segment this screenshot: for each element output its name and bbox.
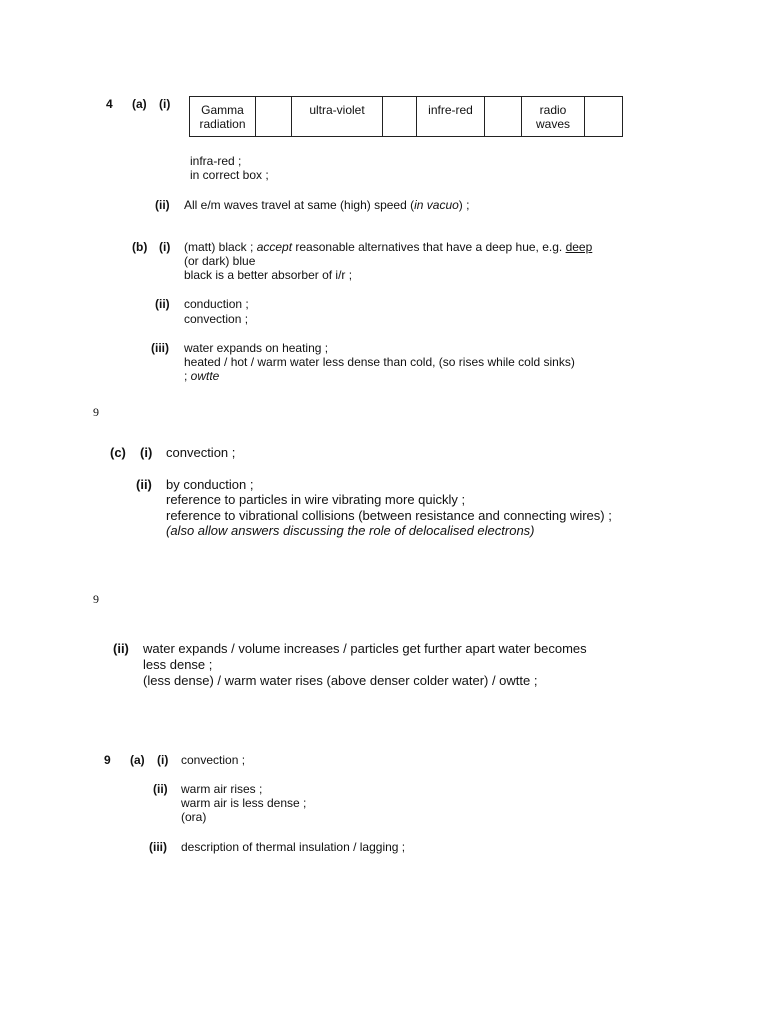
subpart-label: (ii) [136,477,152,492]
answer-line: heated / hot / warm water less dense than cold, (so rises while cold sinks) [184,355,575,369]
answer-line: convection ; [181,753,246,767]
part-label: (b) [132,240,148,254]
table-cell [485,97,522,137]
page-mark: 9 [93,592,99,606]
table-cell [383,97,417,137]
subpart-label: (i) [159,240,171,254]
answer-line: (also allow answers discussing the role of delocalised electrons) [166,523,535,538]
answer-line: reference to vibrational collisions (between resistance and connecting wires) ; [166,508,612,523]
answer-line: (ora) [181,810,207,824]
subpart-label: (iii) [149,840,167,854]
part-label: (a) [132,97,147,111]
answer-line: (matt) black ; accept reasonable alternatives that have a deep hue, e.g. deep [184,240,593,254]
answer-line: convection ; [166,445,236,460]
answer-line: by conduction ; [166,477,254,492]
subpart-label: (ii) [155,297,170,311]
answer-line: in correct box ; [190,168,269,182]
part-label: (a) [130,753,145,767]
answer-line: convection ; [184,312,249,326]
table-cell [585,97,623,137]
subpart-label: (ii) [155,198,170,212]
answer-line: warm air is less dense ; [181,796,307,810]
subpart-label: (iii) [151,341,169,355]
subpart-label: (ii) [153,782,168,796]
part-label: (c) [110,445,126,460]
subpart-label: (ii) [113,641,129,656]
answer-line: black is a better absorber of i/r ; [184,268,353,282]
table-cell: radio waves [522,97,585,137]
subpart-label: (i) [159,97,171,111]
table-cell: Gamma radiation [190,97,256,137]
answer-line: less dense ; [143,657,213,672]
answer-line: ; owtte [184,369,220,383]
answer-line: All e/m waves travel at same (high) speed (in vacuo) ; [184,198,470,212]
table-cell: infre-red [417,97,485,137]
answer-line: (less dense) / warm water rises (above denser colder water) / owtte ; [143,673,538,688]
answer-line: reference to particles in wire vibrating more quickly ; [166,492,466,507]
page-mark: 9 [93,405,99,419]
answer-line: warm air rises ; [181,782,263,796]
table-cell [256,97,292,137]
answer-line: water expands on heating ; [184,341,329,355]
subpart-label: (i) [140,445,153,460]
subpart-label: (i) [157,753,169,767]
question-number: 4 [106,97,113,111]
spectrum-table [189,96,623,137]
answer-line: (or dark) blue [184,254,256,268]
table-cell: ultra-violet [292,97,383,137]
answer-line: infra-red ; [190,154,242,168]
answer-line: description of thermal insulation / lagging ; [181,840,406,854]
question-number: 9 [104,753,111,767]
answer-line: conduction ; [184,297,249,311]
answer-line: water expands / volume increases / particles get further apart water becomes [143,641,587,656]
